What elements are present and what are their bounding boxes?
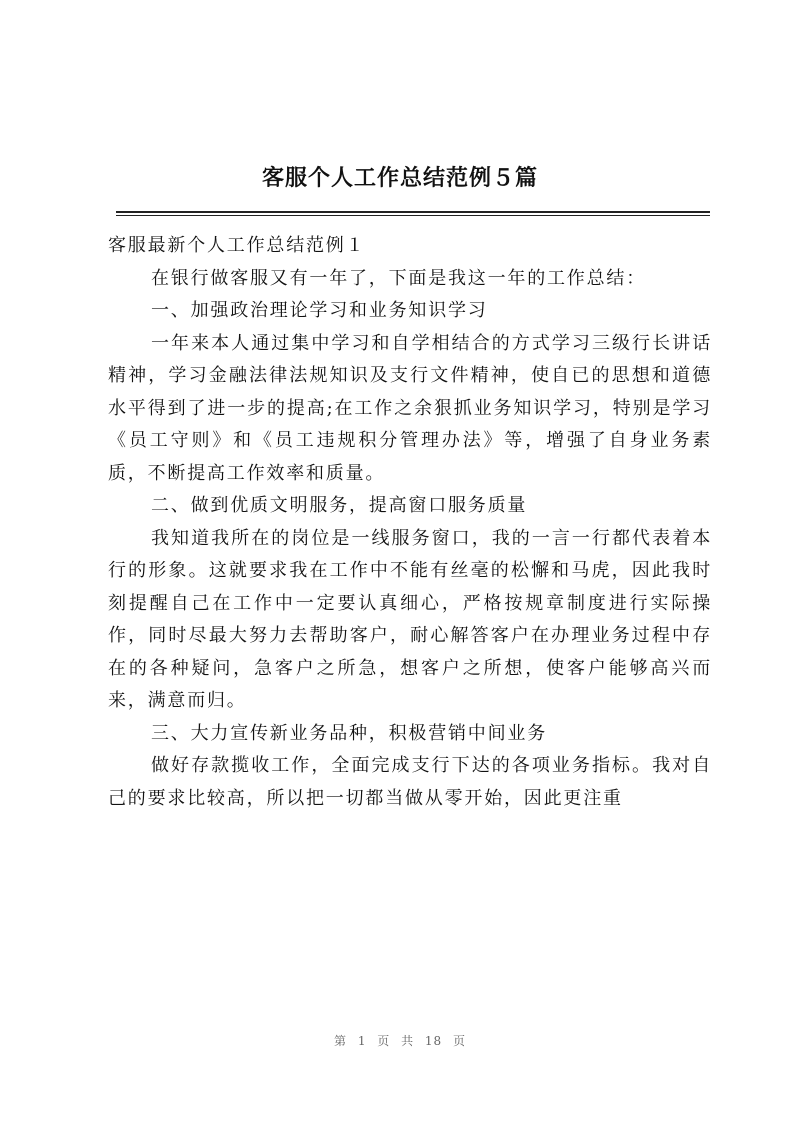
paragraph-part-1: 一年来本人通过集中学习和自学相结合的方式学习三级行长讲话精神，学习金融法律法规知识及支行文件精神，使自已的思想和道德水平得到了进一步的提高;在工作之余狠抓业务知识学习，特别是学习《员工守则》和《员工违规积分管理办法》等，增强了自身业务素质，不断提高工作效率和质量。 (108, 332, 712, 484)
heading-part-1: 一、加强政治理论学习和业务知识学习 (151, 300, 488, 321)
title-divider-thin (116, 215, 710, 216)
title-divider-thick (116, 211, 710, 213)
page-number-footer: 第 1 页 共 18 页 (334, 1034, 466, 1048)
paragraph-intro: 在银行做客服又有一年了，下面是我这一年的工作总结： (151, 267, 646, 289)
document-title: 客服个人工作总结范例５篇 (261, 166, 538, 191)
section-heading: 客服最新个人工作总结范例１ (108, 235, 366, 256)
heading-part-2: 二、做到优质文明服务，提高窗口服务质量 (151, 495, 528, 516)
document-body (108, 230, 712, 815)
paragraph-part-3: 做好存款揽收工作，全面完成支行下达的各项业务指标。我对自己的要求比较高，所以把一切都当做从零开始，因此更注重 (108, 755, 712, 809)
heading-part-3: 三、大力宣传新业务品种，积极营销中间业务 (151, 722, 547, 744)
paragraph-part-2: 我知道我所在的岗位是一线服务窗口，我的一言一行都代表着本行的形象。这就要求我在工作中不能有丝毫的松懈和马虎，因此我时刻提醒自己在工作中一定要认真细心，严格按规章制度进行实际操作，同时尽最大努力去帮助客户，耐心解答客户在办理业务过程中存在的各种疑问，急客户之所急，想客户之所想，使客户能够高兴而来，满意而归。 (108, 527, 712, 711)
